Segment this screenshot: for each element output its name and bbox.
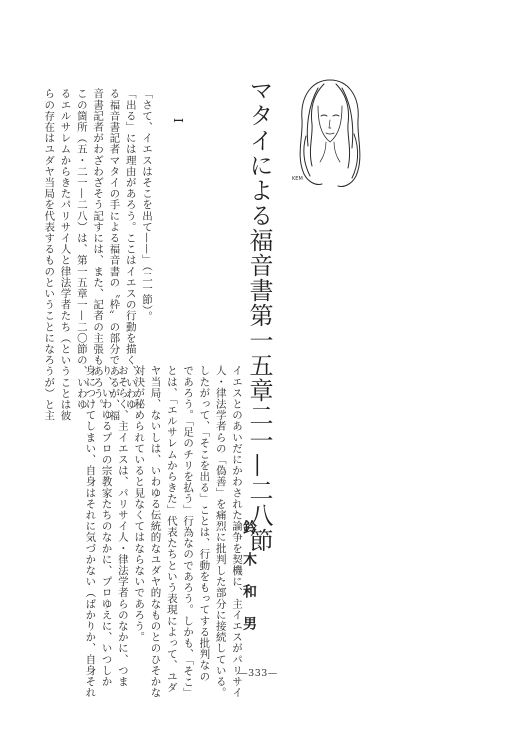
article-title: マタイによる福音書第一五章二一—二八節: [245, 78, 273, 553]
section-number: I: [171, 118, 185, 123]
author-portrait-sketch: [290, 76, 370, 192]
text-line: る福音書記者マタイの手による福音書の〝枠〟の部分であるが、福: [108, 88, 121, 421]
text-line: 身につけてしまい、自身はそれに気づかない（ばかりか、自身それ: [84, 365, 97, 698]
body-text-lower: [80, 365, 245, 699]
text-line: イエスとのあいだにかわされた論争を契機に、主イエスがパリサイ: [231, 365, 243, 698]
text-line: であろう。「足のチリを払う」行為なのであろう。しかも、「そこ」: [182, 365, 195, 699]
body-text-upper: [43, 88, 155, 421]
author-name: 鈴木和男: [241, 520, 257, 648]
text-line: 「さて、イエスはそこを出て——」（二一節）。: [141, 88, 153, 322]
text-line: おそらく、主イエスは、パリサイ人・律法学者らのなかに、つま: [116, 365, 129, 687]
text-line: らの存在はユダヤ当局を代表するものということになろうが）と主: [43, 88, 56, 421]
text-line: したがって、「そこを出る」ことは、行動をもってする批判なの: [198, 365, 211, 682]
text-line: 音書記者がわざわざそう記すには、また、記者の主張もあろう。: [92, 88, 105, 410]
portrait-signature: KEM: [292, 176, 303, 182]
text-line: 「出る」には理由があろう。ここはイエスの行動を描く、いわゆ: [124, 88, 137, 410]
text-line: とは、「エルサレムからきた」代表たちという表現によって、ユダ: [165, 365, 178, 693]
text-line: ヤ当局、ないしは、いわゆる伝統的なユダヤ的なものとのひそかな: [149, 365, 162, 698]
text-line: この箇所（五・二一—二八）は、第一五章一—二〇節の、いわゆ: [75, 88, 88, 410]
text-line: 対決が秘められていると見なくてはならないであろう。: [133, 365, 146, 643]
text-line: 人・律法学者らの「偽善」を痛烈に批判した部分に接続している。: [214, 365, 227, 698]
text-line: り、いわゆるプロの宗教家たちのなかに、プロゆえに、いつしか: [100, 365, 113, 687]
page-number: —333—: [238, 668, 278, 679]
text-line: るエルサレムからきたパリサイ人と律法学者たち（ということは彼: [59, 88, 72, 421]
